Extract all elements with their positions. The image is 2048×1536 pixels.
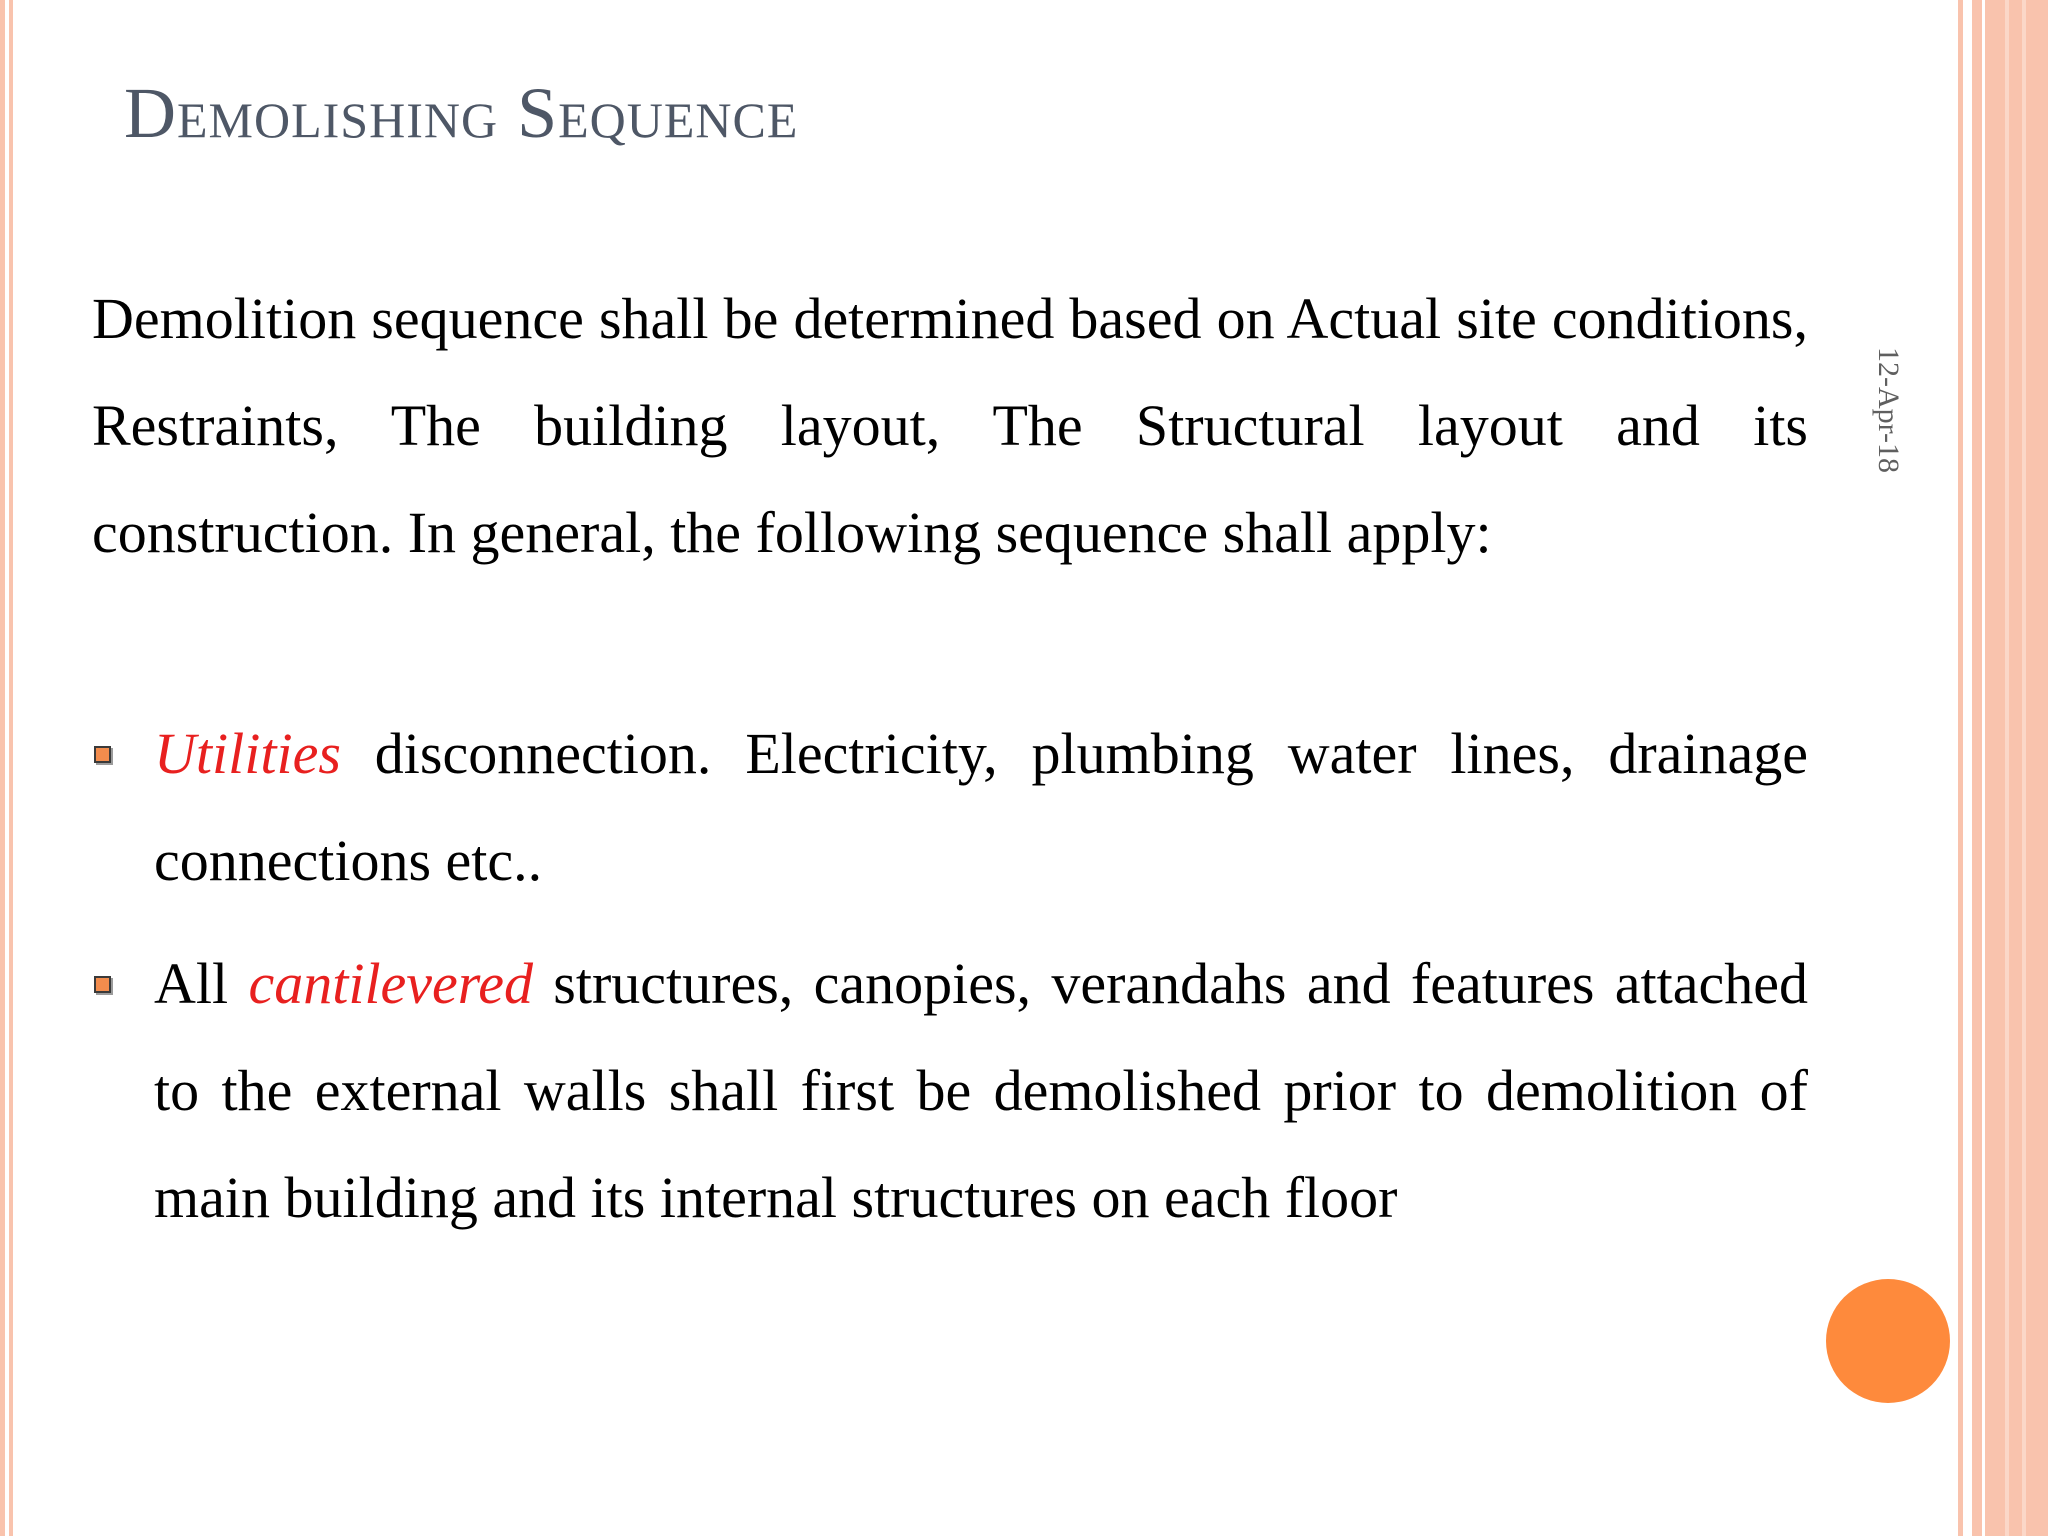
emphasis-cantilevered: cantilevered — [248, 951, 533, 1016]
list-item — [92, 930, 1808, 1251]
orange-circle-decoration — [1826, 1279, 1950, 1403]
emphasis-utilities: Utilities — [154, 721, 341, 786]
right-border-stripe — [2022, 0, 2026, 1536]
right-border-stripe — [1972, 0, 1982, 1536]
bullet-text-after: structures, canopies, verandahs and features attached to the external walls shall first be demolished prior to demolition of main building and its internal structures on each floor — [154, 951, 1808, 1230]
square-bullet-icon — [94, 746, 111, 763]
right-border-stripe — [1958, 0, 1963, 1536]
left-border-stripe — [0, 0, 5, 1536]
bullet-text-before: All — [154, 951, 249, 1016]
bullet-text-after: disconnection. Electricity, plumbing water lines, drainage connections etc.. — [154, 721, 1808, 893]
list-item — [92, 700, 1808, 914]
bullet-list — [92, 700, 1808, 1267]
slide-title: Demolishing Sequence — [124, 73, 799, 153]
right-border-stripe — [2005, 0, 2009, 1536]
intro-paragraph: Demolition sequence shall be determined based on Actual site conditions, Restraints, The building layout, The Structural layout and its construction. In general, the following sequence shall apply: — [92, 286, 1808, 565]
slide-date: 12-Apr-18 — [1872, 346, 1905, 474]
left-border-stripe — [9, 0, 13, 1536]
square-bullet-icon — [94, 976, 111, 993]
right-border-band — [1985, 0, 2048, 1536]
